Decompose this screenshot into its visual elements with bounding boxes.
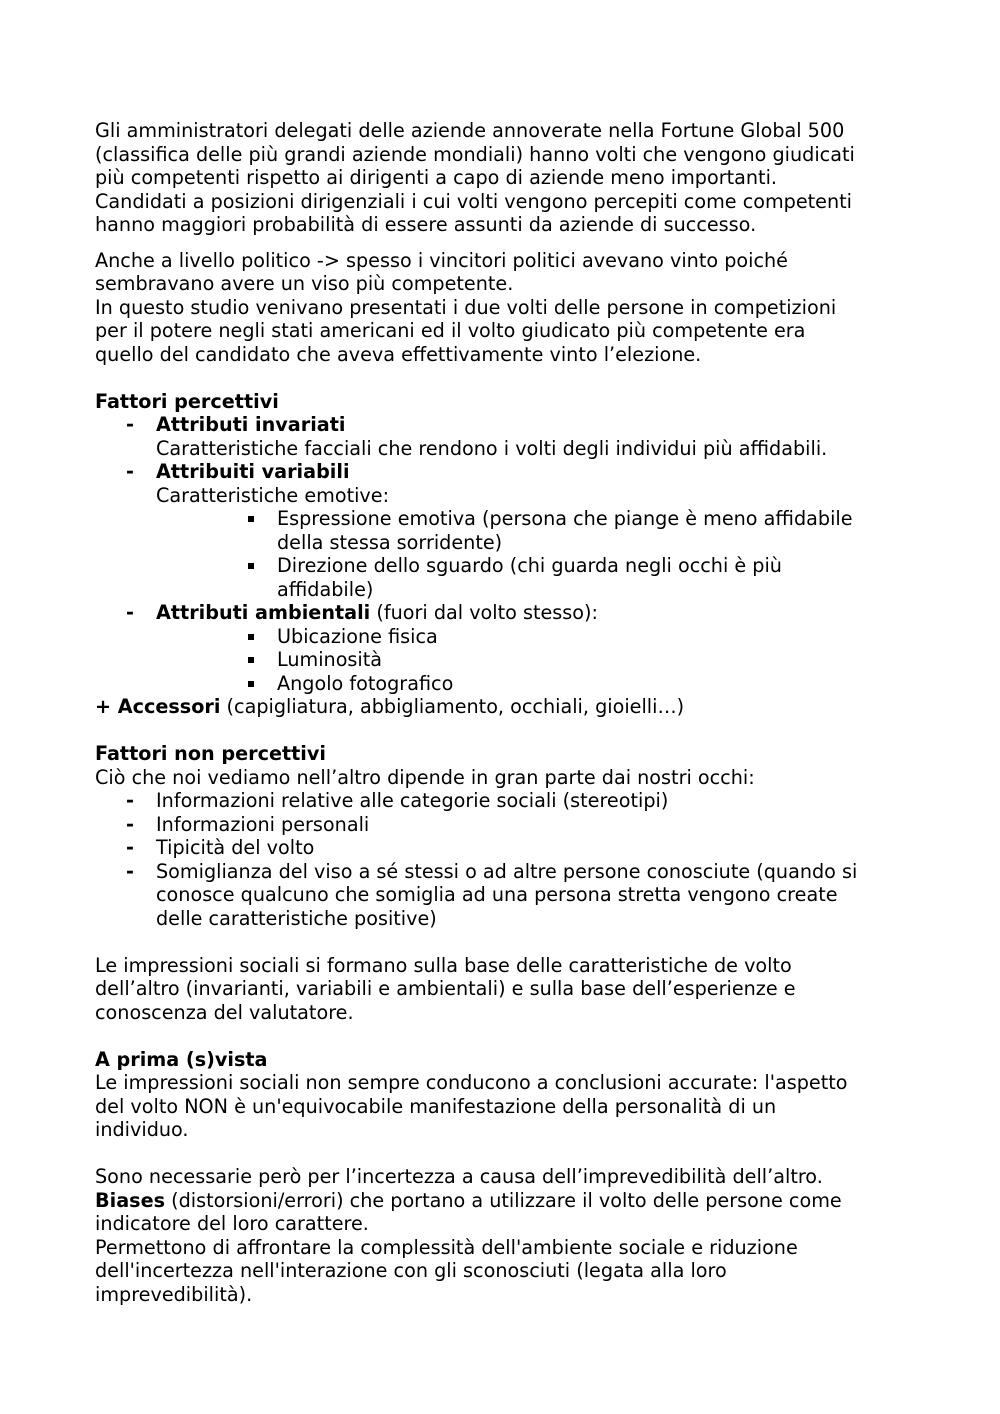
sub-list-item (95, 672, 915, 696)
square-bullet-icon (248, 634, 254, 640)
text-line: (classifica delle più grandi aziende mondiali) hanno volti che vengono giudicati (95, 142, 855, 166)
dash-bullet: - (126, 836, 134, 859)
text-line: del volto NON è un'equivocabile manifestazione della personalità di un (95, 1094, 777, 1118)
dash-bullet: - (126, 859, 134, 883)
text-line: Ubicazione fisica (277, 624, 438, 648)
list-item (95, 601, 915, 625)
text-line: Somiglianza del viso a sé stessi o ad altre persone conosciute (quando si (156, 859, 858, 883)
item-text: Caratteristiche emotive: (156, 483, 390, 507)
sub-list-item (95, 554, 915, 601)
list-item (95, 789, 915, 813)
section-heading: Fattori non percettivi (95, 742, 326, 765)
dash-bullet: - (126, 812, 134, 836)
text-line: hanno maggiori probabilità di essere assunti da aziende di successo. (95, 213, 757, 236)
accessories-text: (capigliatura, abbigliamento, occhiali, gioielli…) (220, 695, 685, 718)
item-text: Caratteristiche facciali che rendono i volti degli individui più affidabili. (156, 436, 828, 460)
list-item (95, 813, 915, 837)
text-line: sembravano avere un viso più competente. (95, 272, 514, 295)
text-line: Permettono di affrontare la complessità dell'ambiente sociale e riduzione (95, 1235, 798, 1259)
item-title: Attributi invariati (156, 413, 346, 436)
text-line: delle caratteristiche positive) (156, 906, 437, 930)
section-non-perceptual-factors (95, 742, 915, 930)
text-line: indicatore del loro carattere. (95, 1212, 369, 1235)
text-line: Espressione emotiva (persona che piange è meno affidabile (277, 507, 853, 530)
biases-label: Biases (95, 1188, 166, 1212)
text-line: Gli amministratori delegati delle aziende annoverate nella Fortune Global 500 (95, 119, 845, 142)
text-line: Direzione dello sguardo (chi guarda negli occhi è più (277, 554, 782, 577)
text-line: Tipicità del volto (156, 836, 315, 859)
list-item (95, 413, 915, 460)
text-line: dell'incertezza nell'interazione con gli sconosciuti (legata alla loro (95, 1259, 727, 1282)
accessories-label: + Accessori (95, 695, 221, 718)
text-line: Le impressioni sociali non sempre conducono a conclusioni accurate: l'aspetto (95, 1071, 848, 1094)
text-line: Candidati a posizioni dirigenziali i cui volti vengono percepiti come competenti (95, 189, 852, 213)
section-perceptual-factors (95, 390, 915, 719)
text-line: conoscenza del valutatore. (95, 1000, 354, 1024)
text-line: Informazioni relative alle categorie sociali (stereotipi) (156, 789, 669, 812)
text-line: Le impressioni sociali si formano sulla base delle caratteristiche de volto (95, 953, 792, 977)
sub-list-item (95, 625, 915, 649)
sub-list-item (95, 648, 915, 672)
square-bullet-icon (248, 657, 254, 663)
text-line: della stessa sorridente) (277, 530, 503, 554)
document-page (95, 119, 915, 1306)
text-line: dell’altro (invarianti, variabili e ambientali) e sulla base dell’esperienze e (95, 977, 796, 1000)
sub-list-item (95, 507, 915, 554)
biases-text: (distorsioni/errori) che portano a utilizzare il volto delle persone come (165, 1188, 842, 1212)
section-heading: Fattori percettivi (95, 389, 279, 413)
text-line: Angolo fotografico (277, 671, 454, 695)
square-bullet-icon (248, 516, 254, 522)
text-line: conosce qualcuno che somiglia ad una persona stretta vengono create (156, 883, 838, 906)
list-item (95, 836, 915, 860)
item-title-line (156, 601, 915, 625)
text-line: Informazioni personali (156, 812, 370, 836)
political-paragraph (95, 249, 915, 367)
section-heading: A prima (s)vista (95, 1047, 268, 1071)
dash-bullet: - (126, 460, 134, 483)
dash-bullet: - (126, 789, 134, 812)
text-line: Sono necessarie però per l’incertezza a causa dell’imprevedibilità dell’altro. (95, 1165, 823, 1188)
text-line: quello del candidato che aveva effettivamente vinto l’elezione. (95, 342, 702, 366)
square-bullet-icon (248, 681, 254, 687)
dash-bullet: - (126, 601, 134, 624)
summary-paragraph (95, 954, 915, 1025)
item-title-rest: (fuori dal volto stesso): (370, 601, 598, 624)
intro-paragraph (95, 119, 915, 237)
text-line: Anche a livello politico -> spesso i vincitori politici avevano vinto poiché (95, 248, 788, 272)
item-title: Attribuiti variabili (156, 460, 350, 483)
section-first-sight (95, 1048, 915, 1142)
biases-line (95, 1189, 915, 1213)
dash-bullet: - (126, 413, 134, 436)
list-item (95, 860, 915, 931)
text-line: In questo studio venivano presentati i due volti delle persone in competizioni (95, 295, 837, 319)
square-bullet-icon (248, 563, 254, 569)
text-line: per il potere negli stati americani ed il volto giudicato più competente era (95, 319, 806, 342)
item-title: Attributi ambientali (156, 601, 371, 624)
text-line: più competenti rispetto ai dirigenti a capo di aziende meno importanti. (95, 166, 777, 189)
accessories-line (95, 695, 915, 719)
text-line: Luminosità (277, 648, 383, 671)
text-line: affidabile) (277, 577, 374, 601)
section-intro: Ciò che noi vediamo nell’altro dipende in gran parte dai nostri occhi: (95, 765, 755, 789)
list-item (95, 460, 915, 507)
closing-paragraph (95, 1165, 915, 1306)
text-line: individuo. (95, 1118, 189, 1141)
text-line: imprevedibilità). (95, 1282, 253, 1306)
